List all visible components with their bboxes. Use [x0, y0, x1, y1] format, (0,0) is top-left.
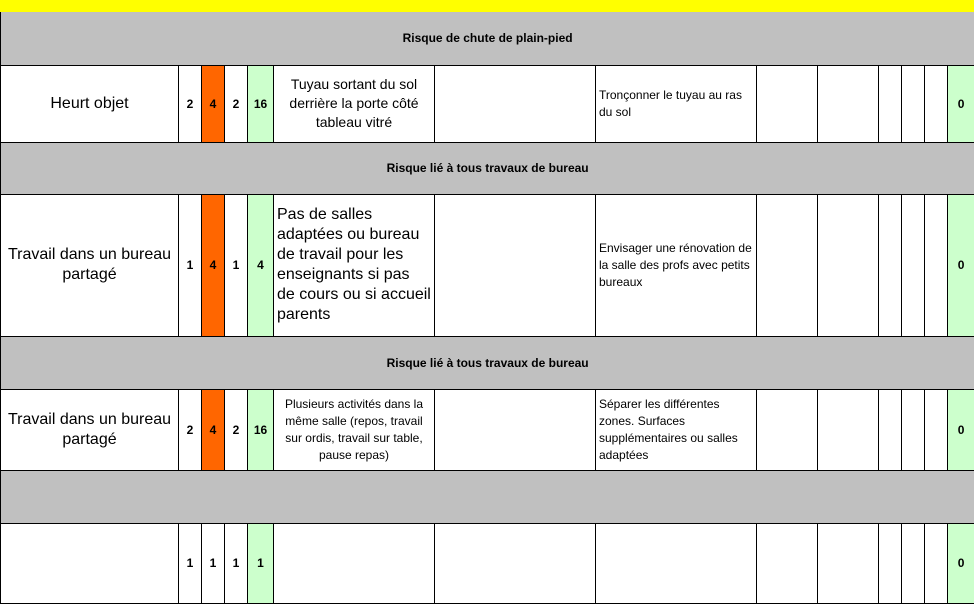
header-bar — [0, 0, 974, 12]
section-header — [1, 470, 974, 523]
gravity-cell: 2 — [179, 65, 202, 142]
gravity-cell: 1 — [179, 523, 202, 603]
residual-score-cell: 0 — [948, 194, 974, 336]
table-row[interactable] — [1, 65, 974, 142]
empty-cell — [435, 523, 596, 603]
hazard-cell — [274, 523, 435, 603]
empty-cell — [435, 65, 596, 142]
empty-cell — [902, 389, 925, 470]
empty-cell — [925, 523, 948, 603]
empty-cell — [757, 389, 818, 470]
frequency-cell: 4 — [202, 65, 225, 142]
empty-cell — [925, 389, 948, 470]
hazard-cell: Pas de salles adaptées ou bureau de travail pour les enseignants si pas de cours ou si accueil parents — [274, 194, 435, 336]
empty-cell — [925, 194, 948, 336]
table-row[interactable] — [1, 194, 974, 336]
risk-table — [0, 12, 974, 604]
section-header — [1, 336, 974, 389]
empty-cell — [435, 194, 596, 336]
table-row[interactable] — [1, 523, 974, 603]
empty-cell — [879, 65, 902, 142]
mastery-cell: 1 — [225, 194, 248, 336]
mastery-cell: 2 — [225, 389, 248, 470]
mastery-cell: 1 — [225, 523, 248, 603]
empty-cell — [902, 65, 925, 142]
section-header — [1, 142, 974, 194]
empty-cell — [902, 194, 925, 336]
empty-cell — [925, 65, 948, 142]
hazard-cell: Plusieurs activités dans la même salle (repos, travail sur ordis, travail sur table, pause repas) — [274, 389, 435, 470]
residual-score-cell: 0 — [948, 523, 974, 603]
mastery-cell: 2 — [225, 65, 248, 142]
section-title: Risque lié à tous travaux de bureau — [1, 336, 974, 389]
section-title — [1, 470, 974, 523]
frequency-cell: 1 — [202, 523, 225, 603]
section-header — [1, 12, 974, 65]
measure-cell: Tronçonner le tuyau au ras du sol — [596, 65, 757, 142]
score-cell: 16 — [248, 65, 274, 142]
hazard-cell: Tuyau sortant du sol derrière la porte côté tableau vitré — [274, 65, 435, 142]
empty-cell — [879, 194, 902, 336]
measure-cell: Envisager une rénovation de la salle des profs avec petits bureaux — [596, 194, 757, 336]
activity-cell: Heurt objet — [1, 65, 179, 142]
measure-cell: Séparer les différentes zones. Surfaces supplémentaires ou salles adaptées — [596, 389, 757, 470]
empty-cell — [902, 523, 925, 603]
section-title: Risque lié à tous travaux de bureau — [1, 142, 974, 194]
activity-cell: Travail dans un bureau partagé — [1, 389, 179, 470]
empty-cell — [818, 65, 879, 142]
empty-cell — [757, 194, 818, 336]
empty-cell — [757, 65, 818, 142]
measure-cell — [596, 523, 757, 603]
frequency-cell: 4 — [202, 194, 225, 336]
empty-cell — [879, 523, 902, 603]
score-cell: 16 — [248, 389, 274, 470]
section-title: Risque de chute de plain-pied — [1, 12, 974, 65]
gravity-cell: 1 — [179, 194, 202, 336]
residual-score-cell: 0 — [948, 65, 974, 142]
gravity-cell: 2 — [179, 389, 202, 470]
activity-cell — [1, 523, 179, 603]
empty-cell — [879, 389, 902, 470]
frequency-cell: 4 — [202, 389, 225, 470]
empty-cell — [818, 194, 879, 336]
empty-cell — [818, 523, 879, 603]
empty-cell — [435, 389, 596, 470]
activity-cell: Travail dans un bureau partagé — [1, 194, 179, 336]
empty-cell — [757, 523, 818, 603]
empty-cell — [818, 389, 879, 470]
residual-score-cell: 0 — [948, 389, 974, 470]
table-row[interactable] — [1, 389, 974, 470]
score-cell: 1 — [248, 523, 274, 603]
score-cell: 4 — [248, 194, 274, 336]
